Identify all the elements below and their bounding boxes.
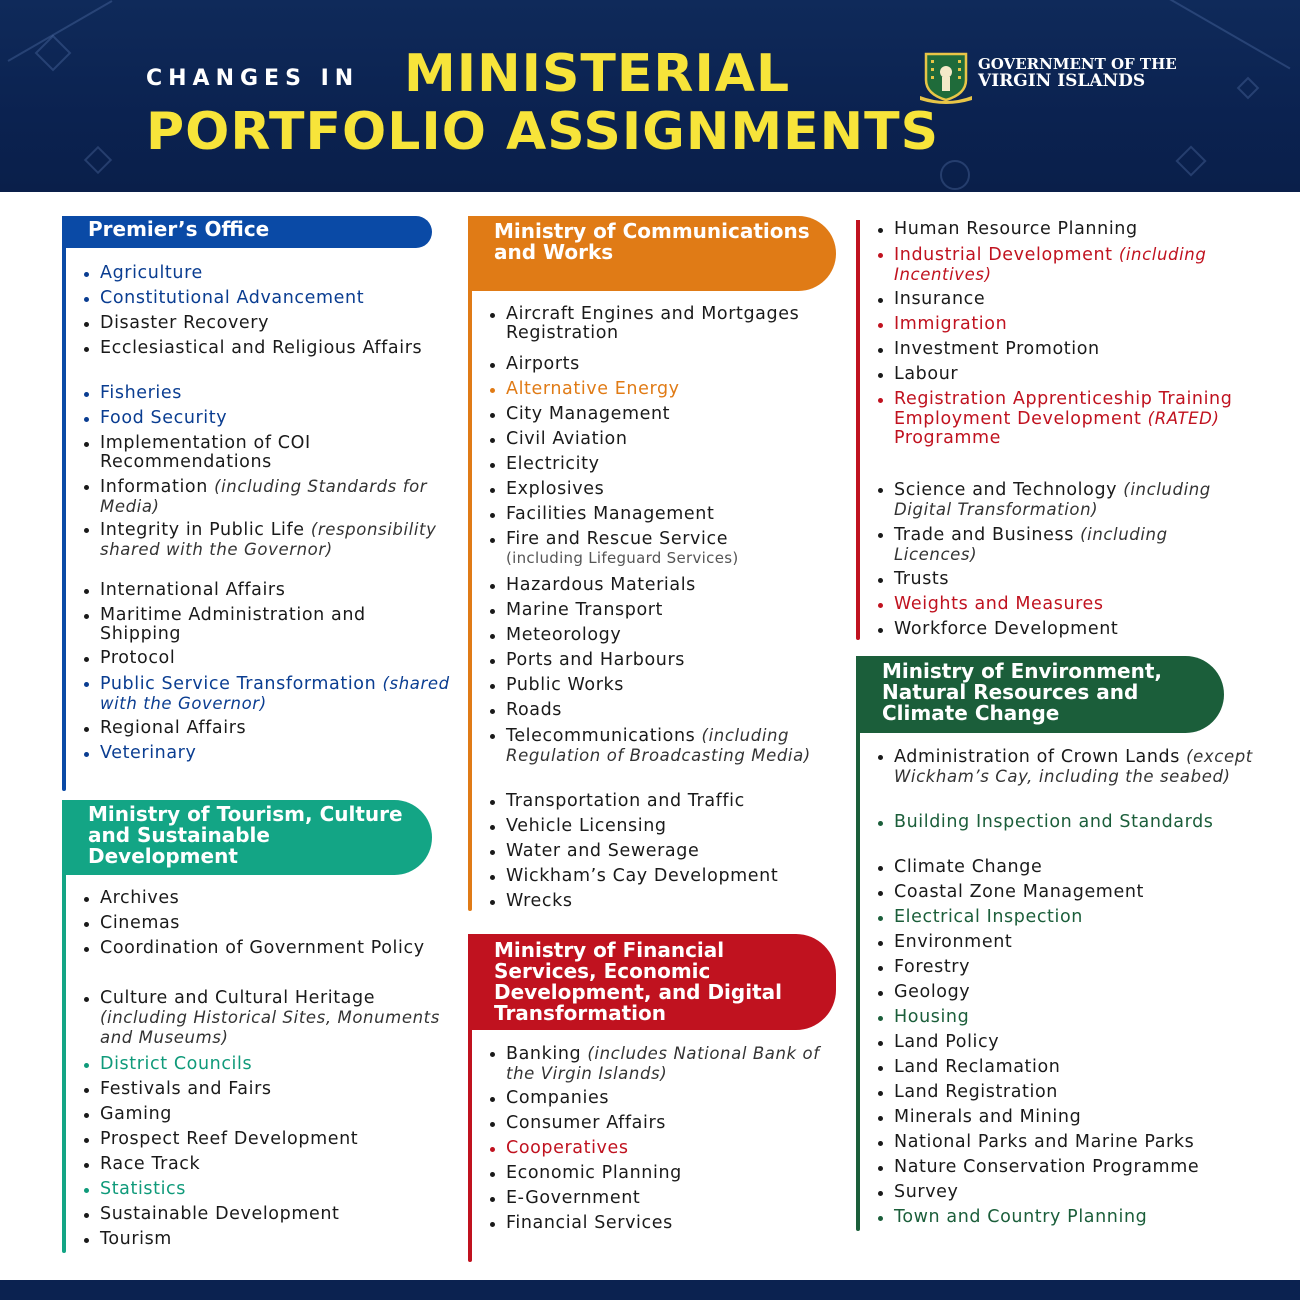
item-text: Airports	[506, 354, 580, 374]
list-item	[82, 1155, 450, 1180]
list-item	[876, 365, 1256, 390]
list-item	[488, 1114, 848, 1139]
item-text: Marine Transport	[506, 600, 664, 620]
item-text: Cinemas	[100, 913, 181, 933]
list-item	[82, 314, 450, 339]
gov-line-1: GOVERNMENT OF THE	[978, 55, 1177, 73]
list-item	[488, 576, 848, 601]
item-note: (except Wickham’s Cay, including the seabed)	[894, 747, 1253, 786]
list-item	[488, 1139, 848, 1164]
item-text: Companies	[506, 1088, 610, 1108]
item-text: Workforce Development	[894, 619, 1119, 639]
list-item	[488, 626, 848, 651]
section-communications	[468, 216, 848, 917]
list-item	[82, 914, 450, 939]
item-text: Tourism	[100, 1229, 172, 1249]
item-text: Industrial Development	[894, 245, 1113, 265]
title-ministerial: MINISTERIAL	[404, 44, 791, 104]
item-text-tail: Programme	[894, 428, 1002, 448]
list-item	[876, 1108, 1256, 1133]
list-item	[876, 958, 1256, 983]
list-item	[82, 674, 450, 719]
diamond-decoration	[1175, 145, 1206, 176]
list-item	[82, 264, 450, 289]
item-text: Fire and Rescue Service	[506, 529, 729, 549]
footer-bar	[0, 1280, 1300, 1300]
list-item	[82, 289, 450, 314]
list-item	[82, 409, 450, 434]
item-text: Hazardous Materials	[506, 575, 696, 595]
list-item	[876, 1133, 1256, 1158]
section-title: Ministry of Environment, Natural Resources and Climate Change	[856, 656, 1224, 733]
item-text: Survey	[894, 1182, 959, 1202]
item-text: Banking	[506, 1044, 582, 1064]
list-item	[488, 405, 848, 430]
item-text: Labour	[894, 364, 959, 384]
item-text: Constitutional Advancement	[100, 288, 365, 308]
item-text: Regional Affairs	[100, 718, 247, 738]
item-text: Maritime Administration and Shipping	[100, 605, 366, 644]
section-accent-line	[468, 1028, 472, 1262]
diamond-decoration	[1237, 77, 1260, 100]
section-body	[62, 875, 450, 1255]
list-item	[488, 651, 848, 676]
item-text: Archives	[100, 888, 180, 908]
list-item	[488, 1164, 848, 1189]
section-environment	[856, 656, 1256, 1233]
list-item	[488, 355, 848, 380]
item-text: E-Government	[506, 1188, 641, 1208]
item-text: Nature Conservation Programme	[894, 1157, 1200, 1177]
item-text: Trade and Business	[894, 525, 1074, 545]
list-item	[488, 1189, 848, 1214]
list-item	[488, 792, 848, 817]
list-item	[876, 883, 1256, 908]
item-text: City Management	[506, 404, 671, 424]
item-note: (including Digital Transformation)	[894, 480, 1211, 519]
item-text: Veterinary	[100, 743, 197, 763]
list-item	[82, 339, 450, 384]
item-text: Trusts	[894, 569, 950, 589]
item-text: Integrity in Public Life	[100, 520, 305, 540]
item-text: Gaming	[100, 1104, 172, 1124]
item-text: Telecommunications	[506, 726, 696, 746]
list-item	[488, 380, 848, 405]
list-item	[488, 601, 848, 626]
item-text: Registration Apprenticeship Training Employment Development	[894, 389, 1233, 429]
item-text: Meteorology	[506, 625, 622, 645]
list-item	[488, 817, 848, 842]
circle-decoration	[940, 160, 970, 190]
list-item	[82, 434, 450, 477]
list-item	[488, 1044, 848, 1089]
section-financial-services-continued	[856, 220, 1256, 645]
list-item	[876, 813, 1256, 858]
item-text: Land Registration	[894, 1082, 1058, 1102]
item-text: Investment Promotion	[894, 339, 1100, 359]
item-text: Ecclesiastical and Religious Affairs	[100, 338, 423, 358]
item-list	[876, 747, 1256, 1233]
item-text: Minerals and Mining	[894, 1107, 1082, 1127]
item-text: Vehicle Licensing	[506, 816, 667, 836]
section-body	[62, 248, 450, 769]
item-list	[82, 264, 450, 769]
item-list	[82, 889, 450, 1255]
item-text: Human Resource Planning	[894, 219, 1138, 239]
list-item	[488, 676, 848, 701]
section-premiers-office	[62, 216, 450, 769]
section-tourism	[62, 800, 450, 1255]
list-item	[488, 455, 848, 480]
section-accent-line	[468, 289, 472, 911]
list-item	[82, 477, 450, 520]
item-text: Cooperatives	[506, 1138, 629, 1158]
section-accent-line	[62, 246, 66, 791]
list-item	[82, 1205, 450, 1230]
section-financial-services	[468, 934, 848, 1239]
coat-of-arms-icon	[918, 50, 974, 104]
list-item	[876, 933, 1256, 958]
list-item	[876, 1083, 1256, 1108]
list-item	[876, 620, 1256, 645]
item-text: Water and Sewerage	[506, 841, 700, 861]
list-item	[876, 315, 1256, 340]
list-item	[82, 1180, 450, 1205]
section-title: Ministry of Financial Services, Economic Development, and Digital Transformation	[468, 934, 836, 1030]
item-text: Climate Change	[894, 857, 1043, 877]
item-text: Building Inspection and Standards	[894, 812, 1214, 832]
list-item	[488, 701, 848, 726]
list-item	[876, 525, 1256, 570]
list-item	[876, 220, 1256, 245]
list-item	[876, 570, 1256, 595]
item-note: (includes National Bank of the Virgin Islands)	[506, 1044, 820, 1083]
item-text: Land Reclamation	[894, 1057, 1061, 1077]
item-text: Roads	[506, 700, 563, 720]
item-text: Public Service Transformation	[100, 674, 377, 694]
list-item	[488, 305, 848, 355]
line-decoration	[1160, 0, 1291, 69]
list-item	[876, 245, 1256, 290]
item-note: (including Historical Sites, Monuments and Museums)	[100, 1008, 440, 1047]
section-title: Ministry of Communications and Works	[468, 216, 836, 291]
item-text: National Parks and Marine Parks	[894, 1132, 1195, 1152]
item-text: Weights and Measures	[894, 594, 1104, 614]
item-note: (responsibility shared with the Governor)	[100, 520, 437, 559]
section-accent-line	[62, 873, 66, 1253]
list-item	[82, 989, 450, 1055]
item-list	[488, 1044, 848, 1239]
item-text: Race Track	[100, 1154, 201, 1174]
list-item	[488, 430, 848, 455]
list-item	[82, 1105, 450, 1130]
section-accent-line	[856, 731, 860, 1231]
section-title: Premier’s Office	[62, 216, 432, 248]
item-text: Prospect Reef Development	[100, 1129, 359, 1149]
list-item	[876, 1183, 1256, 1208]
item-text: Insurance	[894, 289, 986, 309]
list-item	[82, 384, 450, 409]
item-text: Festivals and Fairs	[100, 1079, 272, 1099]
title-portfolio-assignments: PORTFOLIO ASSIGNMENTS	[146, 102, 940, 162]
diamond-decoration	[84, 146, 112, 174]
item-text: Environment	[894, 932, 1013, 952]
item-text: Ports and Harbours	[506, 650, 685, 670]
item-text: Sustainable Development	[100, 1204, 340, 1224]
item-text: Protocol	[100, 648, 176, 668]
title-prefix: CHANGES IN	[146, 66, 360, 91]
item-text: Statistics	[100, 1179, 186, 1199]
list-item	[876, 595, 1256, 620]
item-text: Civil Aviation	[506, 429, 628, 449]
list-item	[876, 1208, 1256, 1233]
list-item	[82, 1130, 450, 1155]
list-item	[876, 1033, 1256, 1058]
item-text: Disaster Recovery	[100, 313, 270, 333]
list-item	[82, 1230, 450, 1255]
item-text: Alternative Energy	[506, 379, 680, 399]
list-item	[876, 340, 1256, 365]
item-text: Fisheries	[100, 383, 182, 403]
item-text: Coastal Zone Management	[894, 882, 1144, 902]
item-note: (including Standards for Media)	[100, 477, 428, 516]
item-text: Administration of Crown Lands	[894, 747, 1180, 767]
item-text: Coordination of Government Policy	[100, 938, 425, 958]
list-item	[82, 719, 450, 744]
item-text: Aircraft Engines and Mortgages Registration	[506, 304, 800, 343]
list-item	[876, 858, 1256, 883]
item-note: (including Licences)	[894, 525, 1168, 564]
list-item	[488, 892, 848, 917]
list-item	[876, 390, 1256, 480]
item-text: Electrical Inspection	[894, 907, 1083, 927]
item-text: Science and Technology	[894, 480, 1118, 500]
list-item	[82, 581, 450, 606]
section-body	[856, 220, 1256, 645]
item-text: Immigration	[894, 314, 1008, 334]
list-item	[488, 726, 848, 792]
list-item	[82, 649, 450, 674]
list-item	[488, 530, 848, 576]
list-item	[876, 1058, 1256, 1083]
gov-line-2: VIRGIN ISLANDS	[978, 71, 1146, 91]
item-text: Economic Planning	[506, 1163, 682, 1183]
list-item	[488, 505, 848, 530]
item-note: (including Incentives)	[894, 245, 1207, 284]
item-text: Culture and Cultural Heritage	[100, 988, 376, 1008]
item-list	[488, 305, 848, 917]
section-body	[468, 291, 848, 917]
list-item	[876, 290, 1256, 315]
item-text: Wrecks	[506, 891, 573, 911]
list-item	[82, 520, 450, 581]
item-note: (shared with the Governor)	[100, 674, 450, 713]
item-text: Town and Country Planning	[894, 1207, 1148, 1227]
list-item	[488, 842, 848, 867]
list-item	[876, 747, 1256, 813]
item-text: Land Policy	[894, 1032, 1000, 1052]
list-item	[876, 1158, 1256, 1183]
section-body	[856, 733, 1256, 1233]
item-text: Housing	[894, 1007, 970, 1027]
item-text: District Councils	[100, 1054, 253, 1074]
government-wordmark	[978, 56, 1177, 90]
item-text: Transportation and Traffic	[506, 791, 745, 811]
header-banner	[0, 0, 1300, 192]
item-note: (including Lifeguard Services)	[506, 549, 739, 567]
item-text: Electricity	[506, 454, 600, 474]
section-accent-line	[856, 220, 860, 640]
item-text: Consumer Affairs	[506, 1113, 666, 1133]
item-text: Information	[100, 477, 208, 497]
list-item	[82, 1055, 450, 1080]
list-item	[876, 908, 1256, 933]
list-item	[82, 939, 450, 989]
list-item	[876, 480, 1256, 525]
item-text: Geology	[894, 982, 971, 1002]
section-body	[468, 1030, 848, 1239]
list-item	[488, 1214, 848, 1239]
item-text: Facilities Management	[506, 504, 715, 524]
item-text: International Affairs	[100, 580, 286, 600]
list-item	[876, 983, 1256, 1008]
list-item	[488, 1089, 848, 1114]
item-text: Implementation of COI Recommendations	[100, 433, 311, 472]
item-list	[876, 220, 1256, 645]
section-title: Ministry of Tourism, Culture and Sustainable Development	[62, 800, 432, 875]
item-text: Agriculture	[100, 263, 203, 283]
item-text: Public Works	[506, 675, 624, 695]
item-text: Wickham’s Cay Development	[506, 866, 779, 886]
item-note: (including Regulation of Broadcasting Media)	[506, 726, 811, 765]
list-item	[82, 889, 450, 914]
item-note: (RATED)	[1147, 409, 1220, 428]
item-text: Explosives	[506, 479, 605, 499]
list-item	[82, 744, 450, 769]
list-item	[488, 867, 848, 892]
item-text: Food Security	[100, 408, 228, 428]
list-item	[82, 1080, 450, 1105]
list-item	[876, 1008, 1256, 1033]
list-item	[488, 480, 848, 505]
item-text: Financial Services	[506, 1213, 673, 1233]
list-item	[82, 606, 450, 649]
item-text: Forestry	[894, 957, 971, 977]
